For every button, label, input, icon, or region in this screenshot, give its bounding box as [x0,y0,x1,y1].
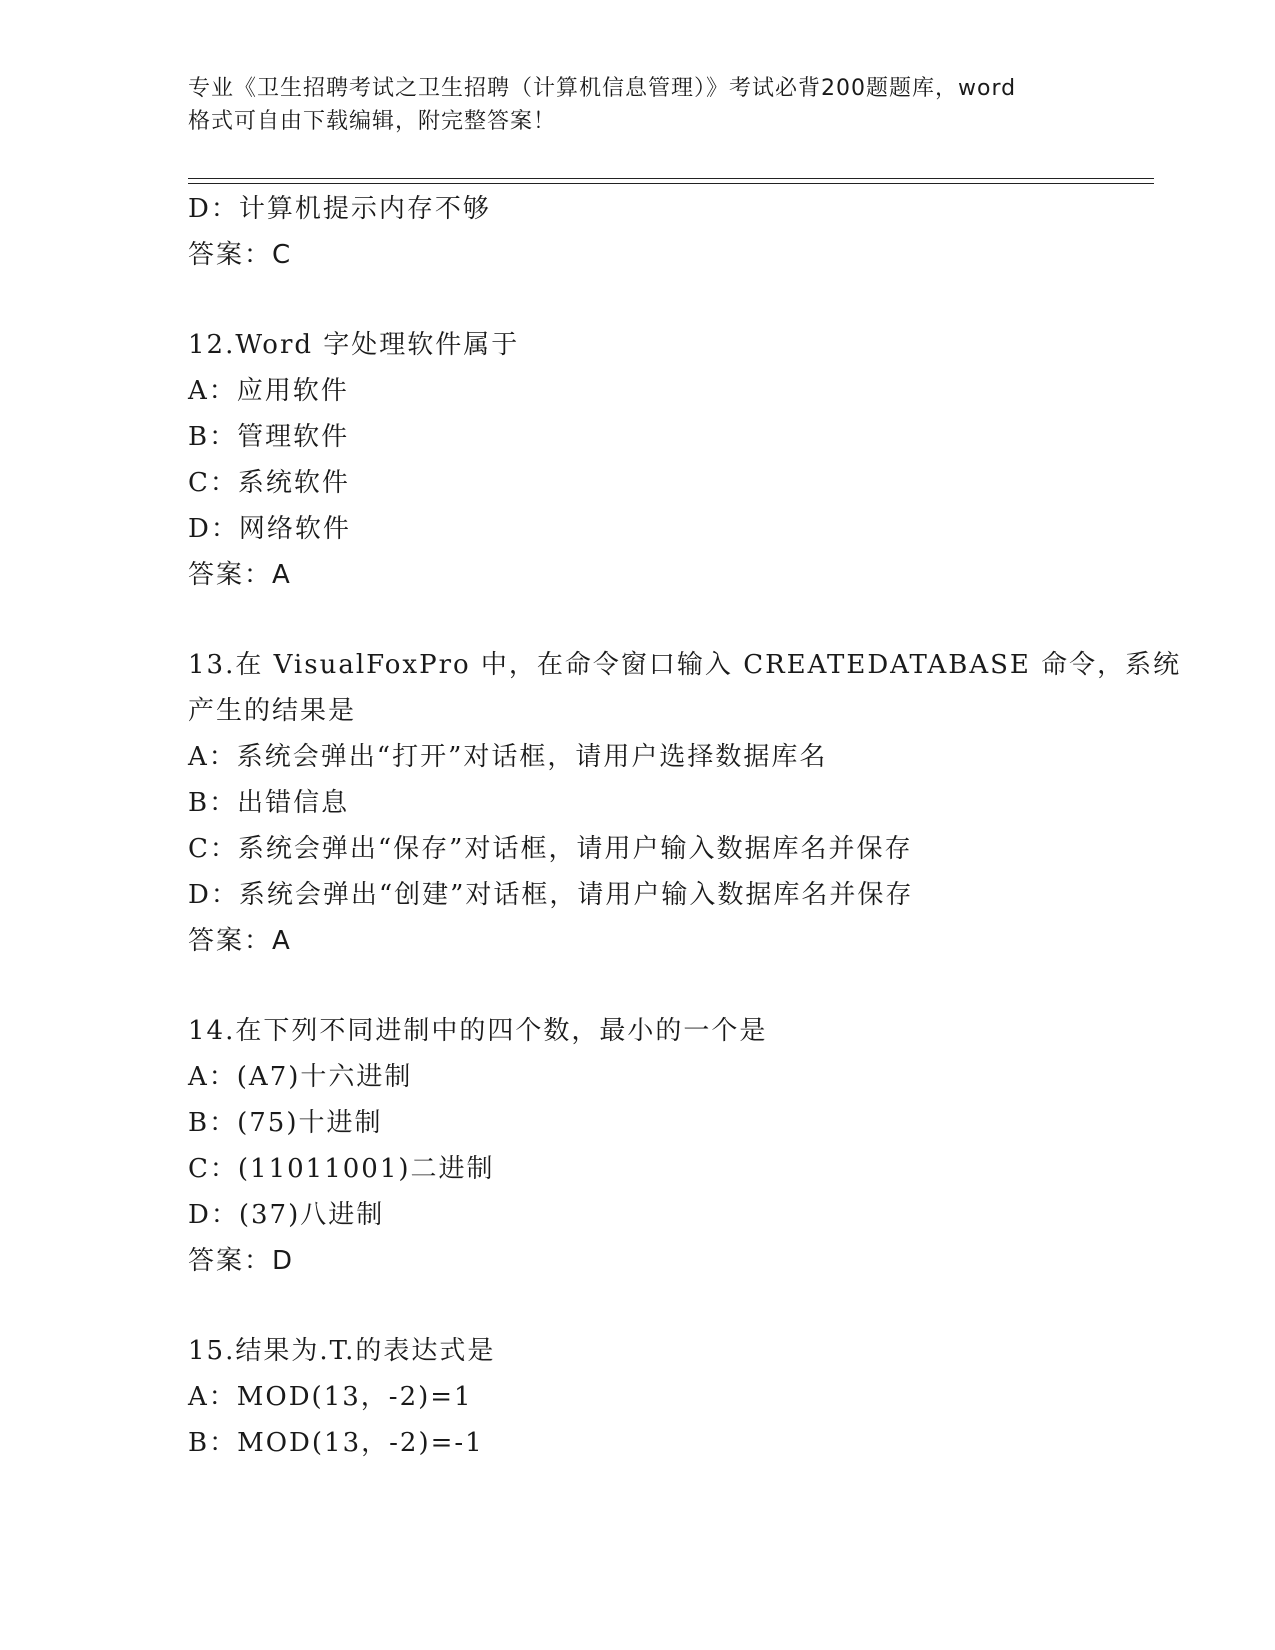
question-stem: 14.在下列不同进制中的四个数，最小的一个是 [188,1016,768,1046]
question-stem-line-1: 13.在 VisualFoxPro 中，在命令窗口输入 CREATEDATABASE 命令，系统 [188,650,1182,680]
option-c: C：系统会弹出“保存”对话框，请用户输入数据库名并保存 [188,834,913,864]
option-b: B：MOD(13，-2)=-1 [188,1428,484,1458]
question-stem-line-2: 产生的结果是 [188,696,357,726]
option-a: A：(A7)十六进制 [188,1062,413,1092]
document-header [188,72,1088,138]
question-stem: 12.Word 字处理软件属于 [188,330,520,360]
option-c: C：系统软件 [188,468,350,498]
answer: 答案：A [188,926,292,956]
header-divider [188,178,1154,184]
question-stem: 15.结果为.T.的表达式是 [188,1336,496,1366]
option-c: C：(11011001)二进制 [188,1154,495,1184]
answer: 答案：A [188,560,292,590]
option-b: B：管理软件 [188,422,350,452]
answer: 答案：D [188,1246,295,1276]
option-a: A：应用软件 [188,376,349,406]
option-b: B：(75)十进制 [188,1108,383,1138]
option-a: A：MOD(13，-2)=1 [188,1382,473,1412]
option-d: D：(37)八进制 [188,1200,385,1230]
header-line-2: 格式可自由下载编辑，附完整答案！ [188,109,557,134]
question-13 [188,642,1182,964]
header-line-1: 专业《卫生招聘考试之卫生招聘（计算机信息管理）》考试必背200题题库，word [188,76,1017,101]
option-d: D：网络软件 [188,514,351,544]
question-12 [188,322,1148,598]
question-15 [188,1328,1148,1466]
option-b: B：出错信息 [188,788,350,818]
option-d: D：系统会弹出“创建”对话框，请用户输入数据库名并保存 [188,880,914,910]
question-14 [188,1008,1148,1284]
option-a: A：系统会弹出“打开”对话框，请用户选择数据库名 [188,742,828,772]
answer: 答案：C [188,240,293,270]
question-list [188,186,1182,1466]
option-d: D：计算机提示内存不够 [188,194,491,224]
